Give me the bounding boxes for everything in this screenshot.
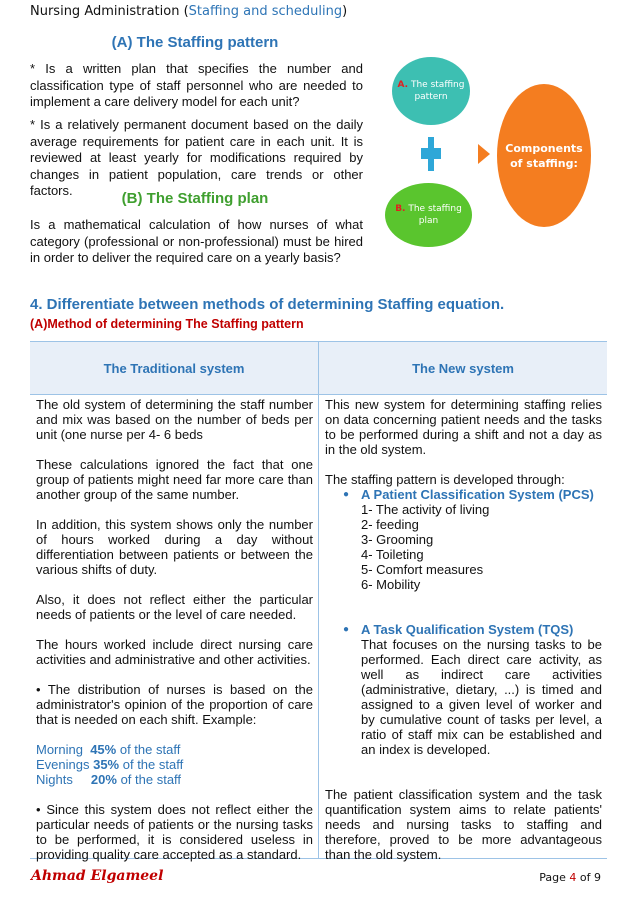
circle-b-letter: B.	[395, 204, 406, 214]
section-a-paragraph-2: * Is a relatively permanent document based on the daily average requirements for patient care in each unit. It is reviewed at least yearly for modifications required by changes in patient population, care trends or other factors.	[30, 117, 363, 198]
section-a-paragraph-1: * Is a written plan that specifies the number and classification type of staff personnel who are needed to implement a care delivery model for each unit?	[30, 61, 363, 109]
pcs-item: 6- Mobility	[361, 577, 421, 592]
shift-nights: Nights 20% of the staff	[36, 772, 182, 787]
author-signature: Ahmad Elgameel	[31, 868, 164, 884]
arrow-right-icon	[478, 144, 490, 164]
col-traditional-header: The Traditional system	[103, 361, 245, 376]
tqs-text: That focuses on the nursing tasks to be performed. Each direct care activity, as well as indirect care activities (administrative, dietary, ...) is timed and assigned to a given level of worker and by cumulative count of tasks per level, a ratio of staff mix can be established and an index is developed.	[361, 637, 602, 757]
new-system-cell	[325, 397, 602, 862]
new-p1: This new system for determining staffing relies on data concerning patient needs and the tasks to be performed during a shift and not a day as in the old system.	[325, 397, 602, 457]
traditional-p7: • Since this system does not reflect either the particular needs of patients or the nursing tasks to be performed, it is considered useless in providing quality care accepted as a standard.	[36, 802, 313, 862]
traditional-p5: The hours worked include direct nursing care activities and administrative and other activities.	[36, 637, 313, 667]
page-number: Page 4 of 9	[539, 871, 601, 884]
circle-a-text: The staffing pattern	[410, 80, 465, 102]
header-prefix: Nursing Administration (	[30, 4, 189, 19]
page-header	[30, 4, 347, 19]
pcs-item: 3- Grooming	[361, 532, 434, 547]
pcs-item: 2- feeding	[361, 517, 419, 532]
traditional-system-cell	[36, 397, 313, 862]
traditional-p4: Also, it does not reflect either the particular needs of patients or the level of care needed.	[36, 592, 313, 622]
section-a-title: (A) The Staffing pattern	[111, 34, 279, 51]
column-divider	[318, 342, 319, 858]
traditional-p1: The old system of determining the staff number and mix was based on the number of beds per unit (one nurse per 4- 6 beds	[36, 397, 313, 442]
pcs-item: 4- Toileting	[361, 547, 424, 562]
staffing-plan-circle	[385, 183, 472, 247]
header-suffix: )	[342, 4, 348, 19]
traditional-p2: These calculations ignored the fact that one group of patients might need far more care than another group of the same number.	[36, 457, 313, 502]
col-new-header: The New system	[412, 361, 514, 376]
pcs-item: 1- The activity of living	[361, 502, 490, 517]
tqs-title: A Task Qualification System (TQS)	[361, 622, 574, 637]
shift-morning: Morning 45% of the staff	[36, 742, 181, 757]
components-of-staffing-circle	[497, 84, 591, 227]
comparison-table	[30, 341, 607, 862]
new-p2: The staffing pattern is developed through:	[325, 472, 565, 487]
question-4-subtitle: (A)Method of determining The Staffing pattern	[30, 317, 304, 331]
shift-evenings: Evenings 35% of the staff	[36, 757, 184, 772]
pcs-bullet: ● A Patient Classification System (PCS) 1- The activity of living 2- feeding 3- Grooming 4- Toileting 5- Comfort measures 6- Mobility	[325, 487, 602, 592]
header-subtitle: Staffing and scheduling	[188, 4, 343, 19]
new-p3: The patient classification system and the task quantification system aims to relate patients' needs and nursing tasks to staffing and therefore, proved to be more advantageous than the old system.	[325, 787, 602, 862]
traditional-p6: • The distribution of nurses is based on the administrator's opinion of the proportion of care that is needed on each shift. Example:	[36, 682, 313, 727]
tqs-bullet: ● A Task Qualification System (TQS) That focuses on the nursing tasks to be performed. Each direct care activity, as well as indirect care activities (administrative, dietary, ...) is timed and assigned to a given level of worker and by cumulative count of tasks per level, a ratio of staff mix can be established and an index is developed.	[343, 622, 602, 757]
section-b-title: (B) The Staffing plan	[121, 190, 269, 207]
traditional-p3: In addition, this system shows only the number of hours worked during a day without differentiation between patients or between the various shifts of duty.	[36, 517, 313, 577]
pcs-title: A Patient Classification System (PCS)	[361, 487, 594, 502]
result-text: Components of staffing:	[505, 141, 583, 170]
pcs-item: 5- Comfort measures	[361, 562, 484, 577]
plus-icon	[421, 137, 441, 171]
section-b-paragraph: Is a mathematical calculation of how nurses of what category (professional or non-professional) must be hired in order to deliver the required care on a yearly basis?	[30, 217, 363, 265]
question-4-title: 4. Differentiate between methods of determining Staffing equation.	[30, 296, 505, 313]
circle-b-text: The staffing plan	[408, 204, 462, 226]
staffing-pattern-circle	[392, 57, 470, 125]
circle-a-letter: A.	[397, 80, 409, 90]
